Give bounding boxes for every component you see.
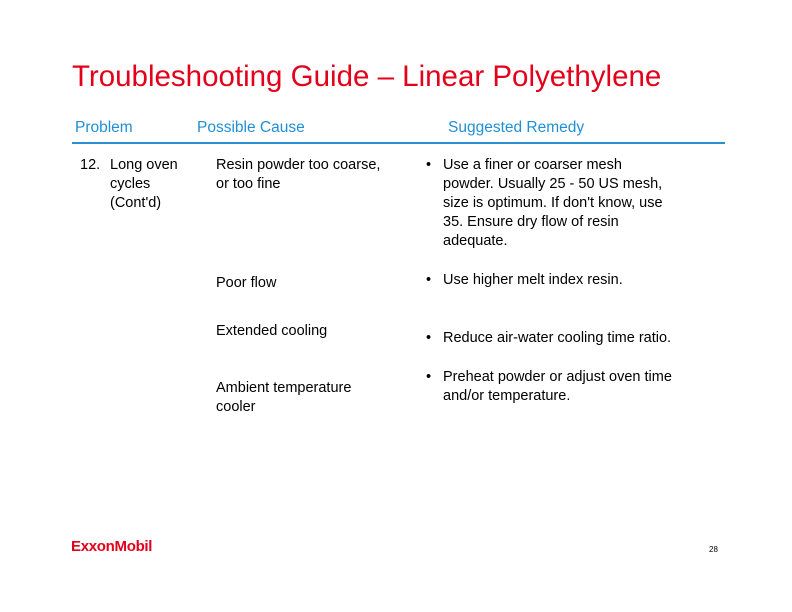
remedy-item <box>443 329 713 348</box>
remedy-line: 35. Ensure dry flow of resin <box>443 214 619 230</box>
header-suggested-remedy: Suggested Remedy <box>448 119 585 136</box>
cause-line: Extended cooling <box>216 323 328 339</box>
page-title: Troubleshooting Guide – Linear Polyethylene <box>72 60 662 93</box>
bullet-icon: • <box>426 272 432 288</box>
cause-line: or too fine <box>216 176 281 192</box>
remedy-item <box>443 368 713 406</box>
bullet-icon: • <box>426 369 432 385</box>
page-number: 28 <box>709 545 718 554</box>
remedy-line: Preheat powder or adjust oven time <box>443 369 672 385</box>
cause-line: Ambient temperature <box>216 380 352 396</box>
remedy-line: adequate. <box>443 233 508 249</box>
cause-line: Resin powder too coarse, <box>216 157 381 173</box>
remedy-item <box>443 271 713 290</box>
cause-item <box>216 322 416 341</box>
bullet-icon: • <box>426 330 432 346</box>
remedy-line: powder. Usually 25 - 50 US mesh, <box>443 176 663 192</box>
remedy-line: Reduce air-water cooling time ratio. <box>443 330 672 346</box>
remedy-line: and/or temperature. <box>443 388 571 404</box>
header-problem: Problem <box>75 119 133 136</box>
problem-line: cycles <box>110 176 151 192</box>
problem-line: (Cont'd) <box>110 195 162 211</box>
cause-line: cooler <box>216 399 256 415</box>
exxonmobil-logo: ExxonMobil <box>71 538 153 555</box>
cause-item <box>216 274 416 293</box>
bullet-icon: • <box>426 157 432 173</box>
remedy-item <box>443 156 713 251</box>
cause-item <box>216 379 416 417</box>
header-possible-cause: Possible Cause <box>197 119 305 136</box>
remedy-line: size is optimum. If don't know, use <box>443 195 663 211</box>
cause-item <box>216 156 416 194</box>
remedy-line: Use higher melt index resin. <box>443 272 623 288</box>
cause-line: Poor flow <box>216 275 277 291</box>
remedy-line: Use a finer or coarser mesh <box>443 157 622 173</box>
problem-number: 12. <box>80 157 101 173</box>
header-divider <box>72 142 725 144</box>
problem-description <box>110 156 210 213</box>
problem-line: Long oven <box>110 157 178 173</box>
